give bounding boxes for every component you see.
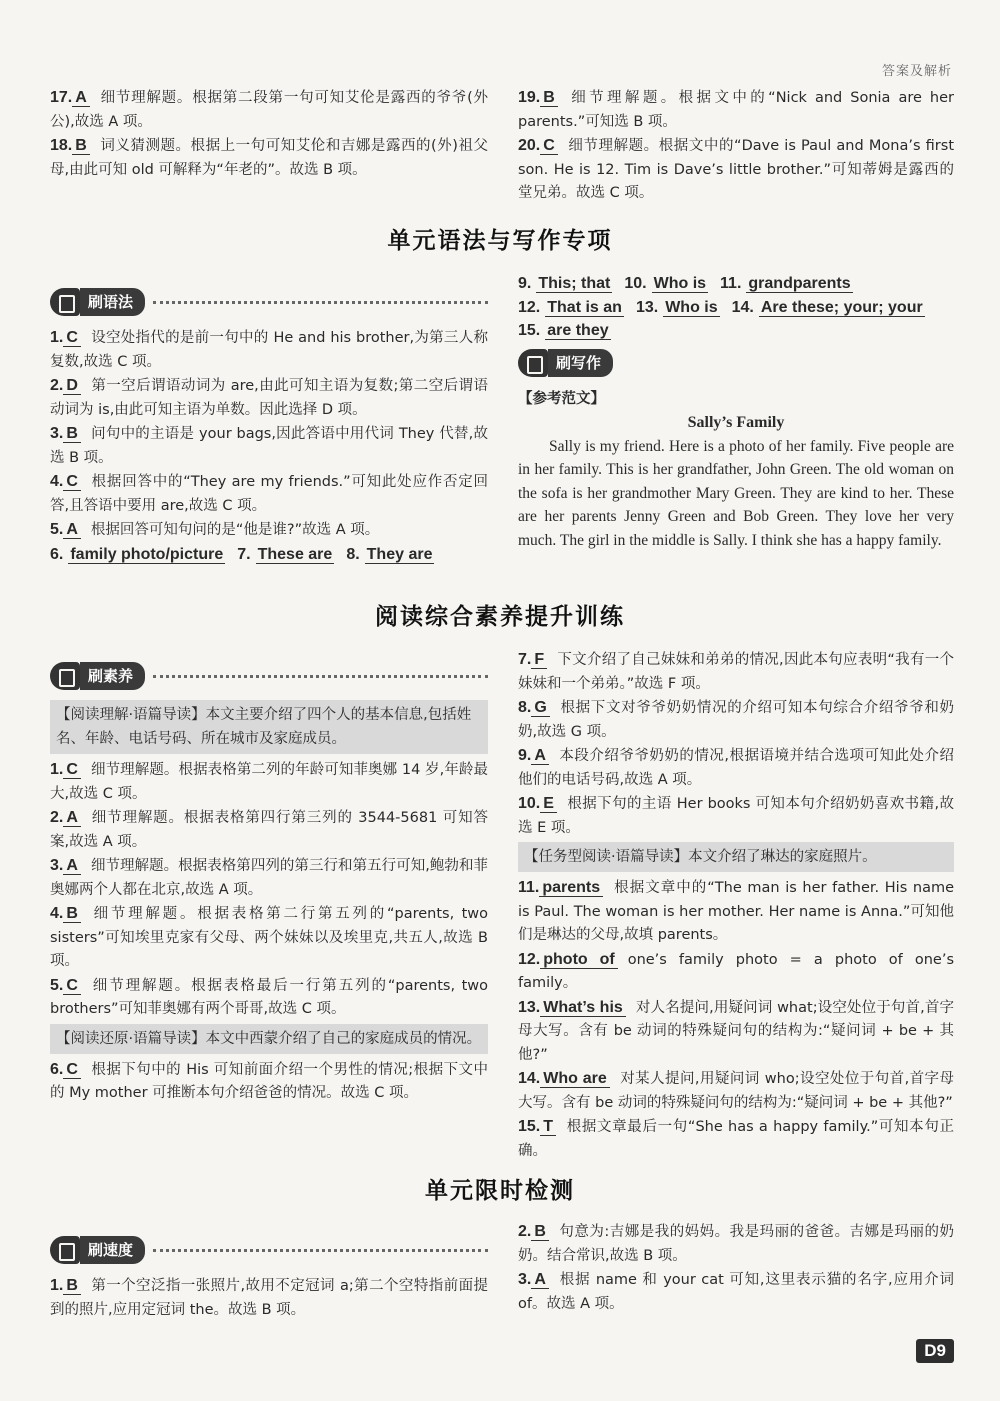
- section1-title: 单元语法与写作专项: [387, 228, 613, 254]
- item-explanation: 细节理解题。根据文中的“Dave is Paul and Mona’s first son. He is 12. Tim is Dave’s little brother.”可知蒂姆是露西的堂兄弟。故选 C 项。: [518, 138, 954, 201]
- book-icon: [50, 662, 80, 690]
- item-number: 3.: [50, 425, 64, 442]
- item-number: 12.: [518, 298, 541, 316]
- item-explanation: 句意为:吉娜是我的妈妈。我是玛丽的爸爸。吉娜是玛丽的奶奶。结合常识,故选 B 项。: [518, 1224, 954, 1264]
- item-answer: A: [531, 1271, 549, 1289]
- item-number: 6.: [50, 545, 64, 563]
- answer-item: [50, 806, 488, 854]
- item-explanation: 细节理解题。根据表格第二行第五列的“parents, two sisters”可知埃里克家有父母、两个妹妹以及埃里克,共五人,故选 B 项。: [50, 906, 488, 969]
- item-number: 8.: [346, 545, 360, 563]
- item-number: 15.: [518, 322, 541, 339]
- item-number: 12.: [518, 950, 541, 968]
- item-number: 9.: [518, 747, 532, 764]
- item-number: 20.: [518, 137, 541, 154]
- model-essay-label: 【参考范文】: [518, 390, 605, 407]
- section2-right-list-1: [518, 648, 954, 840]
- top-left-column: [50, 86, 488, 182]
- item-number: 4.: [50, 905, 64, 922]
- item-answer: C: [63, 761, 81, 779]
- answer-item: [518, 1067, 954, 1115]
- top-left-list: [50, 86, 488, 182]
- item-explanation: 问句中的主语是 your bags,因此答语中用代词 They 代替,故选 B 项。: [50, 426, 488, 466]
- item-number: 5.: [50, 521, 64, 538]
- item-number: 5.: [50, 976, 64, 994]
- section2-right-list-2: [518, 876, 954, 1163]
- essay-title: Sally’s Family: [687, 413, 785, 431]
- answer-item: [50, 422, 488, 470]
- item-answer: B: [72, 137, 90, 155]
- badge-speed-label: 刷速度: [80, 1236, 145, 1264]
- answer-item: [50, 470, 488, 518]
- section3-left-column: [50, 1230, 488, 1322]
- reading-guide-3: 【任务型阅读·语篇导读】本文介绍了琳达的家庭照片。: [518, 842, 954, 872]
- item-answer: E: [540, 795, 557, 813]
- item-answer: A: [531, 747, 549, 765]
- item-explanation: 根据文章中的“The man is her father. His name is Paul. The woman is her mother. Her name is Anna.”可知他们是琳达的父母,故填 parents。: [518, 880, 954, 943]
- answer-item: [518, 792, 954, 840]
- item-explanation: 细节理解题。根据表格最后一行第五列的“parents, two brothers”可知菲奥娜有两个哥哥,故选 C 项。: [50, 977, 488, 1017]
- answer-item: [50, 854, 488, 902]
- item-explanation: 对人名提问,用疑问词 what;设空处位于句首,首字母大写。含有 be 动词的特殊疑问句的结构为:“疑问词 + be + 其他?”: [518, 999, 954, 1063]
- item-explanation: 根据下句中的 His 可知前面介绍一个男性的情况;根据下文中的 My mother 可推断本句介绍爸爸的情况。故选 C 项。: [50, 1061, 488, 1101]
- item-number: 18.: [50, 137, 73, 154]
- answer-item: [50, 1058, 488, 1106]
- item-answer: A: [63, 809, 81, 827]
- badge-literacy: [50, 662, 488, 690]
- item-answer: family photo/picture: [70, 545, 224, 563]
- section2-left-column: [50, 656, 488, 1106]
- item-answer: grandparents: [748, 275, 851, 292]
- answer-item: [518, 1268, 954, 1316]
- section1-right-column: [518, 272, 954, 552]
- section3-right-column: [518, 1220, 954, 1316]
- item-number: 13.: [518, 998, 541, 1016]
- item-number: 2.: [50, 809, 64, 826]
- item-explanation: 根据下文对爷爷奶奶情况的介绍可知本句综合介绍爷爷和奶奶,故选 G 项。: [518, 700, 954, 740]
- item-explanation: 下文介绍了自己妹妹和弟弟的情况,因此本句应表明“我有一个妹妹和一个弟弟。”故选 F 项。: [518, 652, 954, 692]
- badge-speed: [50, 1236, 488, 1264]
- answer-item: [518, 1115, 954, 1163]
- item-answer: C: [540, 137, 558, 155]
- item-number: 3.: [50, 857, 64, 874]
- item-answer: Who is: [653, 275, 707, 292]
- item-number: 17.: [50, 89, 73, 106]
- item-answer: C: [63, 1061, 81, 1079]
- section3-right-list: [518, 1220, 954, 1316]
- item-answer: D: [63, 377, 81, 395]
- answer-item: [518, 134, 954, 206]
- book-icon: [50, 1236, 80, 1264]
- section2-left-list-1: [50, 758, 488, 1022]
- dotted-divider: [153, 1249, 488, 1252]
- section2-title: 阅读综合素养提升训练: [375, 604, 625, 630]
- item-answer: F: [531, 651, 547, 669]
- item-number: 2.: [518, 1223, 532, 1240]
- item-answer: B: [531, 1223, 549, 1241]
- item-explanation: 根据回答中的“They are my friends.”可知此处应作否定回答,且答语中要用 are,故选 C 项。: [50, 474, 488, 514]
- item-answer: C: [63, 329, 81, 347]
- section3-title: 单元限时检测: [425, 1178, 575, 1204]
- badge-literacy-label: 刷素养: [80, 662, 145, 690]
- item-explanation: 根据回答可知句问的是“他是谁?”故选 A 项。: [90, 522, 380, 538]
- book-icon: [518, 349, 548, 377]
- dotted-divider: [153, 301, 488, 304]
- answer-item: [518, 948, 954, 996]
- item-answer: What’s his: [540, 999, 626, 1017]
- item-answer: Are these; your; your: [760, 298, 923, 316]
- item-number: 4.: [50, 473, 64, 490]
- item-explanation: 根据文章最后一句“She has a happy family.”可知本句正确。: [518, 1119, 954, 1159]
- item-explanation: 根据下句的主语 Her books 可知本句介绍奶奶喜欢书籍,故选 E 项。: [518, 796, 954, 836]
- section1-left-inline: [50, 543, 488, 567]
- item-answer: B: [540, 89, 558, 107]
- item-number: 7.: [518, 651, 532, 668]
- top-right-list: [518, 86, 954, 206]
- item-answer: Who are: [540, 1070, 610, 1088]
- badge-writing-label: 刷写作: [548, 349, 613, 377]
- item-answer: They are: [366, 545, 433, 563]
- item-explanation: 第一空后谓语动词为 are,由此可知主语为复数;第二空后谓语动词为 is,由此可知主语为单数。因此选择 D 项。: [50, 378, 488, 418]
- item-answer: C: [63, 977, 81, 995]
- item-answer: G: [531, 699, 549, 717]
- item-explanation: 细节理解题。根据文中的“Nick and Sonia are her parents.”可知选 B 项。: [518, 90, 954, 130]
- item-explanation: 设空处指代的是前一句中的 He and his brother,为第三人称复数,故选 C 项。: [50, 330, 488, 370]
- item-explanation: 细节理解题。根据表格第二列的年龄可知菲奥娜 14 岁,年龄最大,故选 C 项。: [50, 762, 488, 802]
- section2-right-column: [518, 648, 954, 1163]
- item-number: 1.: [50, 1277, 64, 1294]
- answer-item: [518, 86, 954, 134]
- answer-item: [518, 876, 954, 948]
- answer-item: [50, 326, 488, 374]
- item-explanation: 对某人提问,用疑问词 who;设空处位于句首,首字母大写。含有 be 动词的特殊疑问句的结构为:“疑问词 + be + 其他?”: [518, 1071, 954, 1111]
- answer-item: [518, 996, 954, 1068]
- answer-item: [50, 374, 488, 422]
- answer-item: [50, 1274, 488, 1322]
- badge-grammar-label: 刷语法: [80, 288, 145, 316]
- item-number: 14.: [518, 1070, 541, 1087]
- answer-item: [50, 134, 488, 182]
- essay-body: Sally is my friend. Here is a photo of her family. Five people are in her family. This is her grandfather, John Green. The old woman on the sofa is her grandmother Mary Green. They are kind to her. These are her parents Jenny Green and Bob Green. They love her very much. The girl in the middle is Sally. I think she has a happy family.: [518, 437, 954, 549]
- section1-right-inline-2: [518, 296, 954, 320]
- answer-item: [50, 86, 488, 134]
- item-explanation: 词义猜测题。根据上一句可知艾伦和吉娜是露西的(外)祖父母,由此可知 old 可解释为“年老的”。故选 B 项。: [50, 138, 488, 178]
- answer-item: [50, 518, 488, 543]
- item-explanation: 根据 name 和 your cat 可知,这里表示猫的名字,应用介词 of。故选 A 项。: [518, 1272, 954, 1312]
- dotted-divider: [153, 675, 488, 678]
- item-number: 14.: [731, 298, 754, 316]
- answer-item: [50, 758, 488, 806]
- item-explanation: 细节理解题。根据第二段第一句可知艾伦是露西的爷爷(外公),故选 A 项。: [50, 90, 488, 130]
- header-label: 答案及解析: [881, 64, 952, 79]
- item-answer: These are: [257, 545, 333, 563]
- item-answer: T: [540, 1118, 556, 1136]
- section1-left-column: [50, 282, 488, 566]
- item-explanation: one’s family photo = a photo of one’s family。: [518, 951, 955, 991]
- answer-item: [518, 744, 954, 792]
- item-answer: B: [63, 425, 81, 443]
- answer-item: [518, 1220, 954, 1268]
- item-answer: are they: [547, 322, 609, 339]
- page-number: D9: [916, 1339, 954, 1363]
- item-number: 7.: [237, 545, 251, 563]
- item-number: 11.: [518, 879, 540, 896]
- item-answer: B: [63, 1277, 81, 1295]
- item-answer: A: [63, 521, 81, 539]
- section1-left-list: [50, 326, 488, 543]
- item-explanation: 细节理解题。根据表格第四列的第三行和第五行可知,鲍勃和菲奥娜两个人都在北京,故选 A 项。: [50, 858, 488, 898]
- item-number: 1.: [50, 329, 64, 346]
- item-explanation: 细节理解题。根据表格第四行第三列的 3544-5681 可知答案,故选 A 项。: [50, 810, 488, 850]
- item-number: 8.: [518, 699, 532, 716]
- item-number: 1.: [50, 761, 64, 778]
- item-answer: parents: [539, 879, 603, 897]
- item-number: 10.: [624, 275, 647, 292]
- item-number: 10.: [518, 795, 541, 812]
- badge-grammar: [50, 288, 488, 316]
- section1-right-inline-1: [518, 272, 954, 296]
- top-right-column: [518, 86, 954, 206]
- answer-item: [518, 648, 954, 696]
- section2-left-list-2: [50, 1058, 488, 1106]
- badge-writing: [518, 349, 954, 377]
- item-number: 19.: [518, 89, 541, 106]
- item-answer: This; that: [538, 275, 611, 292]
- item-explanation: 第一个空泛指一张照片,故用不定冠词 a;第二个空特指前面提到的照片,应用定冠词 the。故选 B 项。: [50, 1278, 488, 1318]
- item-answer: C: [63, 473, 81, 491]
- item-answer: A: [63, 857, 81, 875]
- answer-item: [50, 974, 488, 1022]
- item-explanation: 本段介绍爷爷奶奶的情况,根据语境并结合选项可知此处介绍他们的电话号码,故选 A 项。: [518, 748, 954, 788]
- item-number: 3.: [518, 1271, 532, 1288]
- item-answer: A: [72, 89, 90, 107]
- item-answer: That is an: [547, 298, 622, 316]
- item-number: 11.: [720, 275, 742, 292]
- item-number: 13.: [635, 298, 659, 316]
- reading-guide-2: 【阅读还原·语篇导读】本文中西蒙介绍了自己的家庭成员的情况。: [50, 1024, 488, 1054]
- book-icon: [50, 288, 80, 316]
- item-number: 15.: [518, 1118, 541, 1135]
- answer-item: [518, 696, 954, 744]
- item-number: 6.: [50, 1060, 64, 1078]
- section3-left-list: [50, 1274, 488, 1322]
- answer-item: [50, 902, 488, 974]
- item-number: 2.: [50, 377, 64, 394]
- item-answer: Who is: [665, 298, 718, 316]
- item-answer: B: [63, 905, 81, 923]
- item-number: 9.: [518, 275, 532, 292]
- section1-right-inline-3: [518, 319, 954, 343]
- item-answer: photo of: [540, 951, 617, 969]
- reading-guide-1: 【阅读理解·语篇导读】本文主要介绍了四个人的基本信息,包括姓名、年龄、电话号码、所在城市及家庭成员。: [50, 700, 488, 754]
